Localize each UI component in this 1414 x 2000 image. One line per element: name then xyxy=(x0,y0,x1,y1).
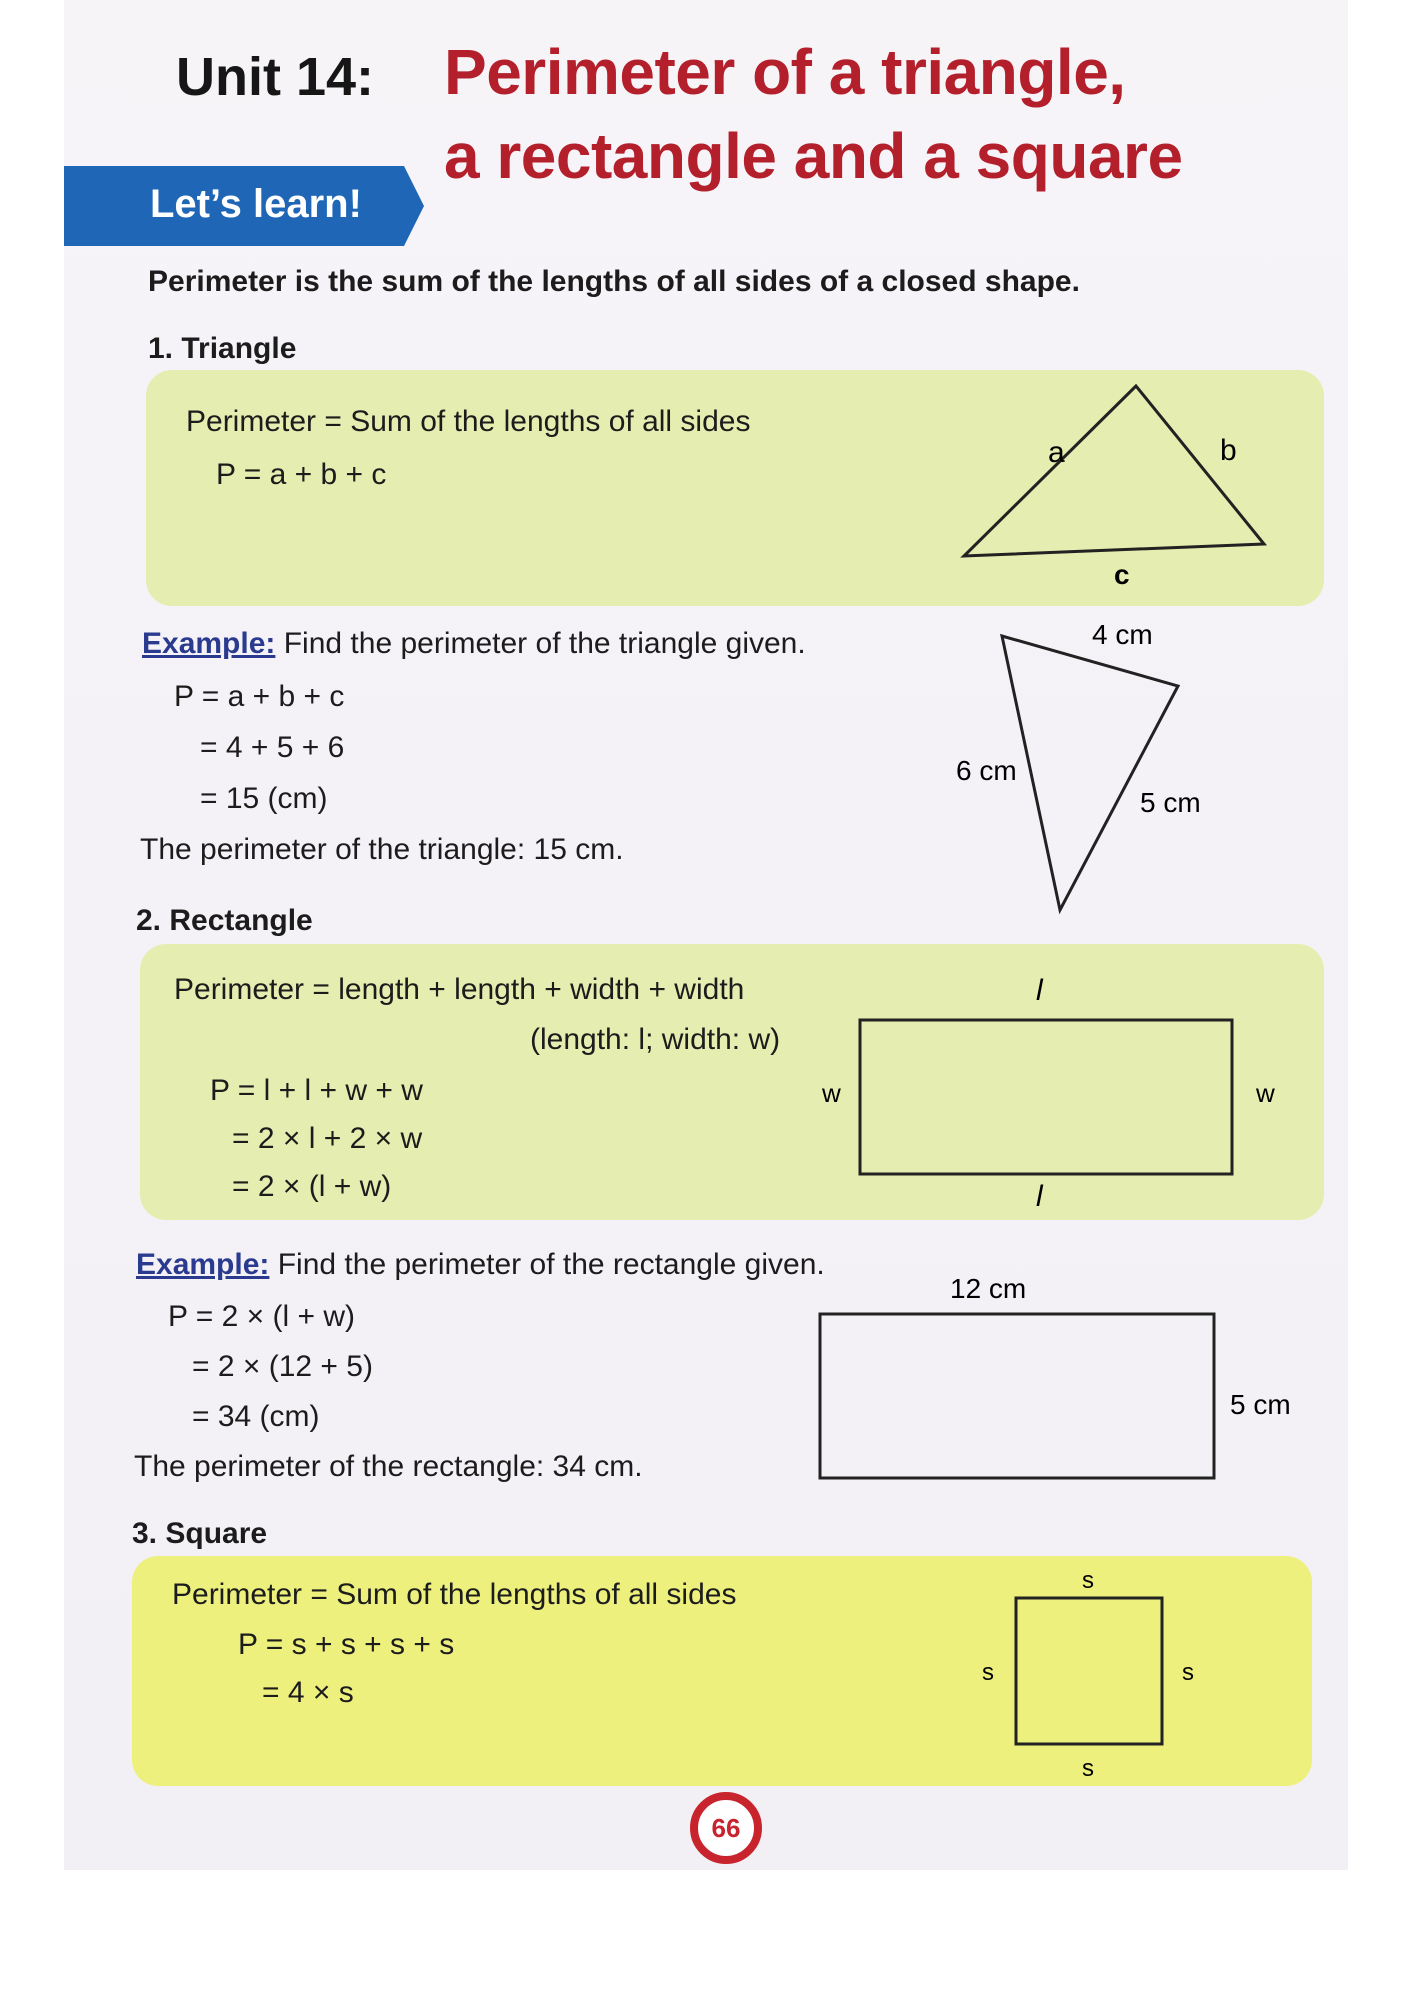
square-diagram xyxy=(964,1556,1284,1786)
triangle-rule: Perimeter = Sum of the lengths of all sides xyxy=(186,405,751,438)
example-label: Example: xyxy=(136,1248,270,1281)
length-bottom-label: l xyxy=(1036,1180,1043,1213)
triangle-abc-diagram xyxy=(944,380,1324,600)
triangle-step-3: = 15 (cm) xyxy=(200,782,328,815)
rectangle-heading: 2. Rectangle xyxy=(136,904,313,937)
length-12cm-label: 12 cm xyxy=(950,1273,1027,1304)
triangle-formula: P = a + b + c xyxy=(216,458,387,491)
triangle-heading: 1. Triangle xyxy=(148,332,297,365)
rectangle-formula-1: P = l + l + w + w xyxy=(210,1074,423,1107)
title-line-1: Perimeter of a triangle, xyxy=(444,36,1126,108)
width-5cm-label: 5 cm xyxy=(1230,1389,1291,1420)
triangle-answer: The perimeter of the triangle: 15 cm. xyxy=(140,833,624,866)
square-formula-1: P = s + s + s + s xyxy=(238,1628,455,1661)
side-c-label: c xyxy=(1114,559,1130,590)
textbook-page xyxy=(64,0,1348,1870)
square-heading: 3. Square xyxy=(132,1517,268,1550)
rectangle-answer: The perimeter of the rectangle: 34 cm. xyxy=(134,1450,643,1483)
example-question-text: Find the perimeter of the rectangle given. xyxy=(277,1248,825,1281)
width-right-label: w xyxy=(1256,1078,1275,1108)
width-left-label: w xyxy=(822,1078,841,1108)
page-number-badge: 66 xyxy=(690,1792,762,1864)
triangle-example-question xyxy=(142,627,806,661)
rectangle-step-3: = 34 (cm) xyxy=(192,1400,320,1433)
triangle-step-2: = 4 + 5 + 6 xyxy=(200,731,345,764)
side-4cm-label: 4 cm xyxy=(1092,619,1153,650)
perimeter-definition: Perimeter is the sum of the lengths of all sides of a closed shape. xyxy=(148,265,1080,298)
square-side-right-label: s xyxy=(1182,1659,1194,1686)
square-side-left-label: s xyxy=(982,1659,994,1686)
square-side-bottom-label: s xyxy=(1082,1755,1094,1782)
side-6cm-label: 6 cm xyxy=(956,755,1017,786)
length-top-label: l xyxy=(1036,974,1043,1007)
side-b-label: b xyxy=(1220,434,1237,467)
unit-number: Unit 14: xyxy=(176,47,375,107)
page-title xyxy=(444,30,1183,198)
rectangle-step-2: = 2 × (12 + 5) xyxy=(192,1350,373,1383)
rectangle-step-1: P = 2 × (l + w) xyxy=(168,1300,356,1333)
example-label: Example: xyxy=(142,627,276,660)
title-line-2: a rectangle and a square xyxy=(444,120,1183,192)
rectangle-formula-2: = 2 × l + 2 × w xyxy=(232,1122,423,1155)
triangle-example-diagram xyxy=(934,612,1274,922)
triangle-step-1: P = a + b + c xyxy=(174,680,345,713)
square-side-top-label: s xyxy=(1082,1567,1094,1594)
rectangle-example-question xyxy=(136,1248,825,1282)
rectangle-rule: Perimeter = length + length + width + width xyxy=(174,973,745,1006)
rectangle-lw-diagram xyxy=(764,968,1324,1218)
example-question-text: Find the perimeter of the triangle given. xyxy=(283,627,806,660)
rectangle-formula-3: = 2 × (l + w) xyxy=(232,1170,392,1203)
square-formula-2: = 4 × s xyxy=(262,1676,354,1709)
side-a-label: a xyxy=(1048,436,1065,469)
rectangle-example-diagram xyxy=(804,1260,1348,1490)
rectangle-variables-note: (length: l; width: w) xyxy=(530,1023,781,1056)
square-rule: Perimeter = Sum of the lengths of all sides xyxy=(172,1578,737,1611)
side-5cm-label: 5 cm xyxy=(1140,787,1201,818)
banner-label: Let’s learn! xyxy=(150,182,362,226)
